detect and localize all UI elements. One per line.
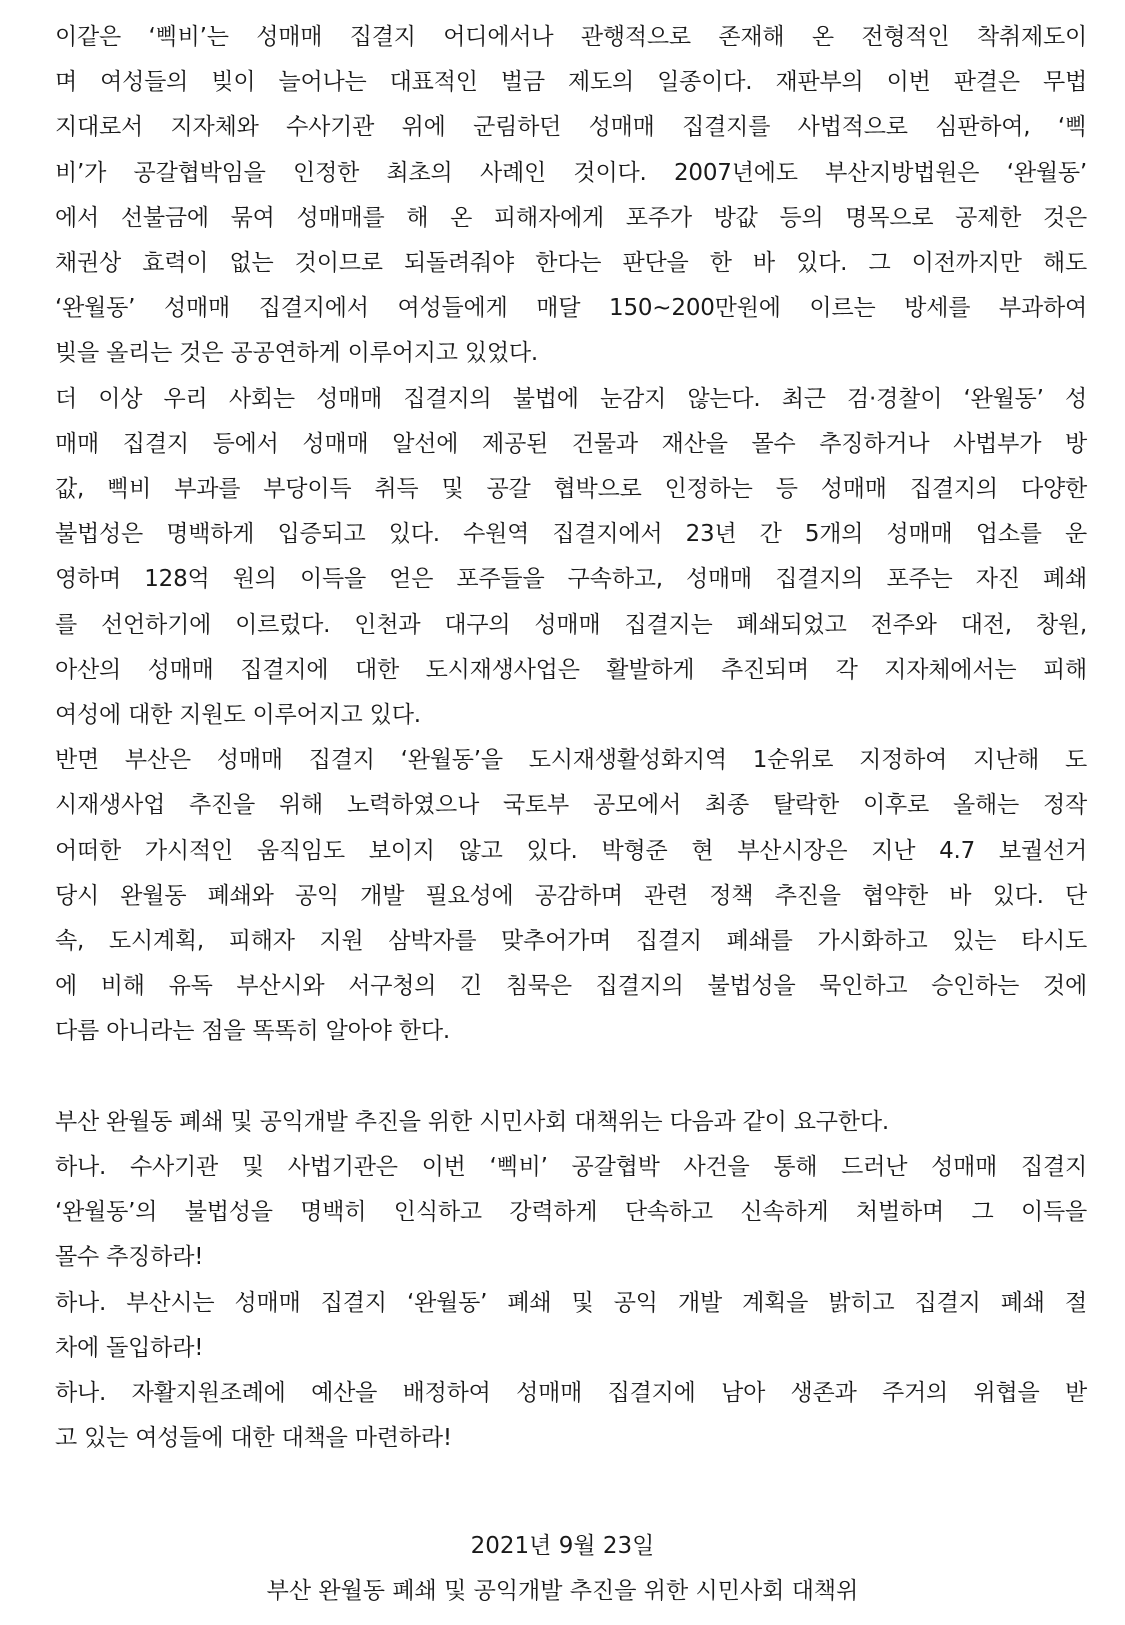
text-line: 지대로서 지자체와 수사기관 위에 군림하던 성매매 집결지를 사법적으로 심판하여, ‘삑	[55, 114, 1087, 140]
text-line: 여성에 대한 지원도 이루어지고 있다.	[55, 702, 421, 728]
text-line: ‘완월동’의 불법성을 명백히 인식하고 강력하게 단속하고 신속하게 처벌하며 그 이득을	[55, 1199, 1087, 1225]
text-line: 더 이상 우리 사회는 성매매 집결지의 불법에 눈감지 않는다. 최근 검·경찰이 ‘완월동’ 성	[55, 386, 1087, 412]
text-line: 아산의 성매매 집결지에 대한 도시재생사업은 활발하게 추진되며 각 지자체에서는 피해	[55, 657, 1087, 683]
text-line: 며 여성들의 빚이 늘어나는 대표적인 벌금 제도의 일종이다. 재판부의 이번 판결은 무법	[55, 69, 1087, 95]
text-line: 어떠한 가시적인 움직임도 보이지 않고 있다. 박형준 현 부산시장은 지난 4.7 보궐선거	[55, 838, 1087, 864]
text-line: 속, 도시계획, 피해자 지원 삼박자를 맞추어가며 집결지 폐쇄를 가시화하고 있는 타시도	[55, 928, 1087, 954]
text-line: 매매 집결지 등에서 성매매 알선에 제공된 건물과 재산을 몰수 추징하거나 사법부가 방	[55, 431, 1087, 457]
text-line: 빚을 올리는 것은 공공연하게 이루어지고 있었다.	[55, 340, 539, 366]
text-line: 하나. 수사기관 및 사법기관은 이번 ‘삑비’ 공갈협박 사건을 통해 드러난 성매매 집결지	[55, 1154, 1087, 1180]
text-line: 하나. 부산시는 성매매 집결지 ‘완월동’ 폐쇄 및 공익 개발 계획을 밝히고 집결지 폐쇄 절	[55, 1290, 1087, 1316]
text-line: 불법성은 명백하게 입증되고 있다. 수원역 집결지에서 23년 간 5개의 성매매 업소를 운	[55, 521, 1087, 547]
statement-date: 2021년 9월 23일	[470, 1533, 655, 1559]
text-line: 하나. 자활지원조례에 예산을 배정하여 성매매 집결지에 남아 생존과 주거의 위협을 받	[55, 1380, 1087, 1406]
text-line: 비’가 공갈협박임을 인정한 최초의 사례인 것이다. 2007년에도 부산지방법원은 ‘완월동’	[55, 160, 1087, 186]
text-line: 에 비해 유독 부산시와 서구청의 긴 침묵은 집결지의 불법성을 묵인하고 승인하는 것에	[55, 973, 1087, 999]
text-line: 고 있는 여성들에 대한 대책을 마련하라!	[55, 1425, 452, 1451]
text-line: 시재생사업 추진을 위해 노력하였으나 국토부 공모에서 최종 탈락한 이후로 올해는 정작	[55, 792, 1087, 818]
text-line: 채권상 효력이 없는 것이므로 되돌려줘야 한다는 판단을 한 바 있다. 그 이전까지만 해도	[55, 250, 1087, 276]
text-line: ‘완월동’ 성매매 집결지에서 여성들에게 매달 150~200만원에 이르는 방세를 부과하여	[55, 295, 1087, 321]
text-line: 몰수 추징하라!	[55, 1244, 204, 1270]
text-line: 반면 부산은 성매매 집결지 ‘완월동’을 도시재생활성화지역 1순위로 지정하여 지난해 도	[55, 747, 1087, 773]
statement-organization: 부산 완월동 폐쇄 및 공익개발 추진을 위한 시민사회 대책위	[266, 1578, 859, 1604]
text-line: 를 선언하기에 이르렀다. 인천과 대구의 성매매 집결지는 폐쇄되었고 전주와 대전, 창원,	[55, 612, 1087, 638]
text-line: 영하며 128억 원의 이득을 얻은 포주들을 구속하고, 성매매 집결지의 포주는 자진 폐쇄	[55, 566, 1087, 592]
text-line: 이같은 ‘삑비’는 성매매 집결지 어디에서나 관행적으로 존재해 온 전형적인 착취제도이	[55, 24, 1087, 50]
text-line: 차에 돌입하라!	[55, 1335, 204, 1361]
text-line: 다름 아니라는 점을 똑똑히 알아야 한다.	[55, 1018, 450, 1044]
text-line: 당시 완월동 폐쇄와 공익 개발 필요성에 공감하며 관련 정책 추진을 협약한 바 있다. 단	[55, 883, 1087, 909]
text-line: 값, 삑비 부과를 부당이득 취득 및 공갈 협박으로 인정하는 등 성매매 집결지의 다양한	[55, 476, 1087, 502]
text-line: 에서 선불금에 묶여 성매매를 해 온 피해자에게 포주가 방값 등의 명목으로 공제한 것은	[55, 205, 1087, 231]
demand-intro-line: 부산 완월동 폐쇄 및 공익개발 추진을 위한 시민사회 대책위는 다음과 같이 요구한다.	[55, 1109, 889, 1135]
